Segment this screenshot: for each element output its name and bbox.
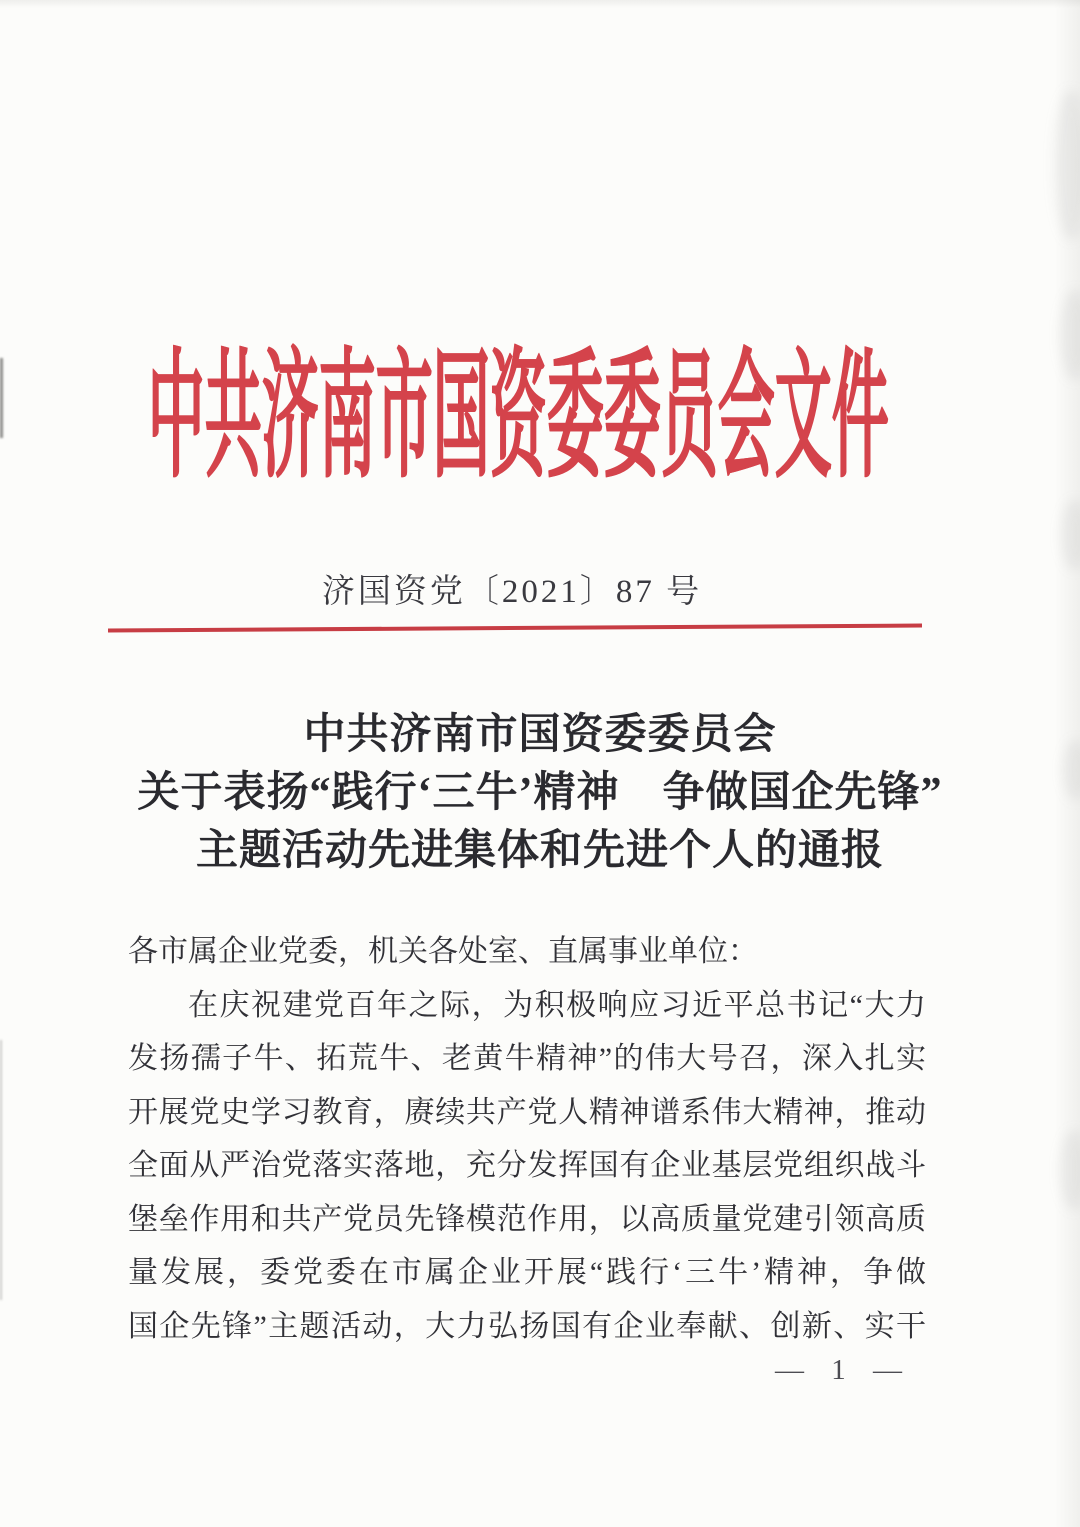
title-line-3: 主题活动先进集体和先进个人的通报: [195, 828, 884, 874]
paragraph-line: 发扬孺子牛、拓荒牛、老黄牛精神”的伟大号召，深入扎实: [128, 1042, 926, 1075]
document-title: [0, 706, 1080, 880]
body-paragraph: [128, 979, 926, 1354]
page-number: — 1 —: [775, 1354, 912, 1386]
scan-smudge: [1054, 90, 1080, 240]
paragraph-line: 开展党史学习教育，赓续共产党人精神谱系伟大精神，推动: [128, 1095, 926, 1129]
paragraph-line: 在庆祝建党百年之际，为积极响应习近平总书记“大力: [188, 988, 926, 1022]
salutation-line: 各市属企业党委，机关各处室、直属事业单位：: [128, 935, 758, 968]
scan-edge-mark: [0, 1040, 2, 1300]
paragraph-line: 全面从严治党落实落地，充分发挥国有企业基层党组织战斗: [128, 1149, 926, 1182]
scan-smudge: [1061, 500, 1080, 570]
document-number: 济国资党〔2021〕87 号: [321, 574, 703, 610]
paragraph-line: 量发展，委党委在市属企业开展“践行‘三牛’精神，争做: [128, 1256, 926, 1289]
red-divider-rule: [108, 624, 922, 633]
paragraph-line: 堡垒作用和共产党员先锋模范作用，以高质量党建引领高质: [128, 1202, 926, 1236]
document-body: [128, 925, 926, 1353]
scan-smudge: [1060, 1130, 1080, 1210]
scan-edge-shadow: [0, 0, 1080, 8]
title-line-1: 中共济南市国资委委员会: [303, 712, 777, 758]
title-line-2: 关于表扬“践行‘三牛’精神 争做国企先锋”: [137, 770, 943, 816]
paragraph-line: 国企先锋”主题活动，大力弘扬国有企业奉献、创新、实干: [128, 1309, 926, 1343]
letterhead-title: 中共济南市国资委委员会文件: [147, 341, 889, 496]
